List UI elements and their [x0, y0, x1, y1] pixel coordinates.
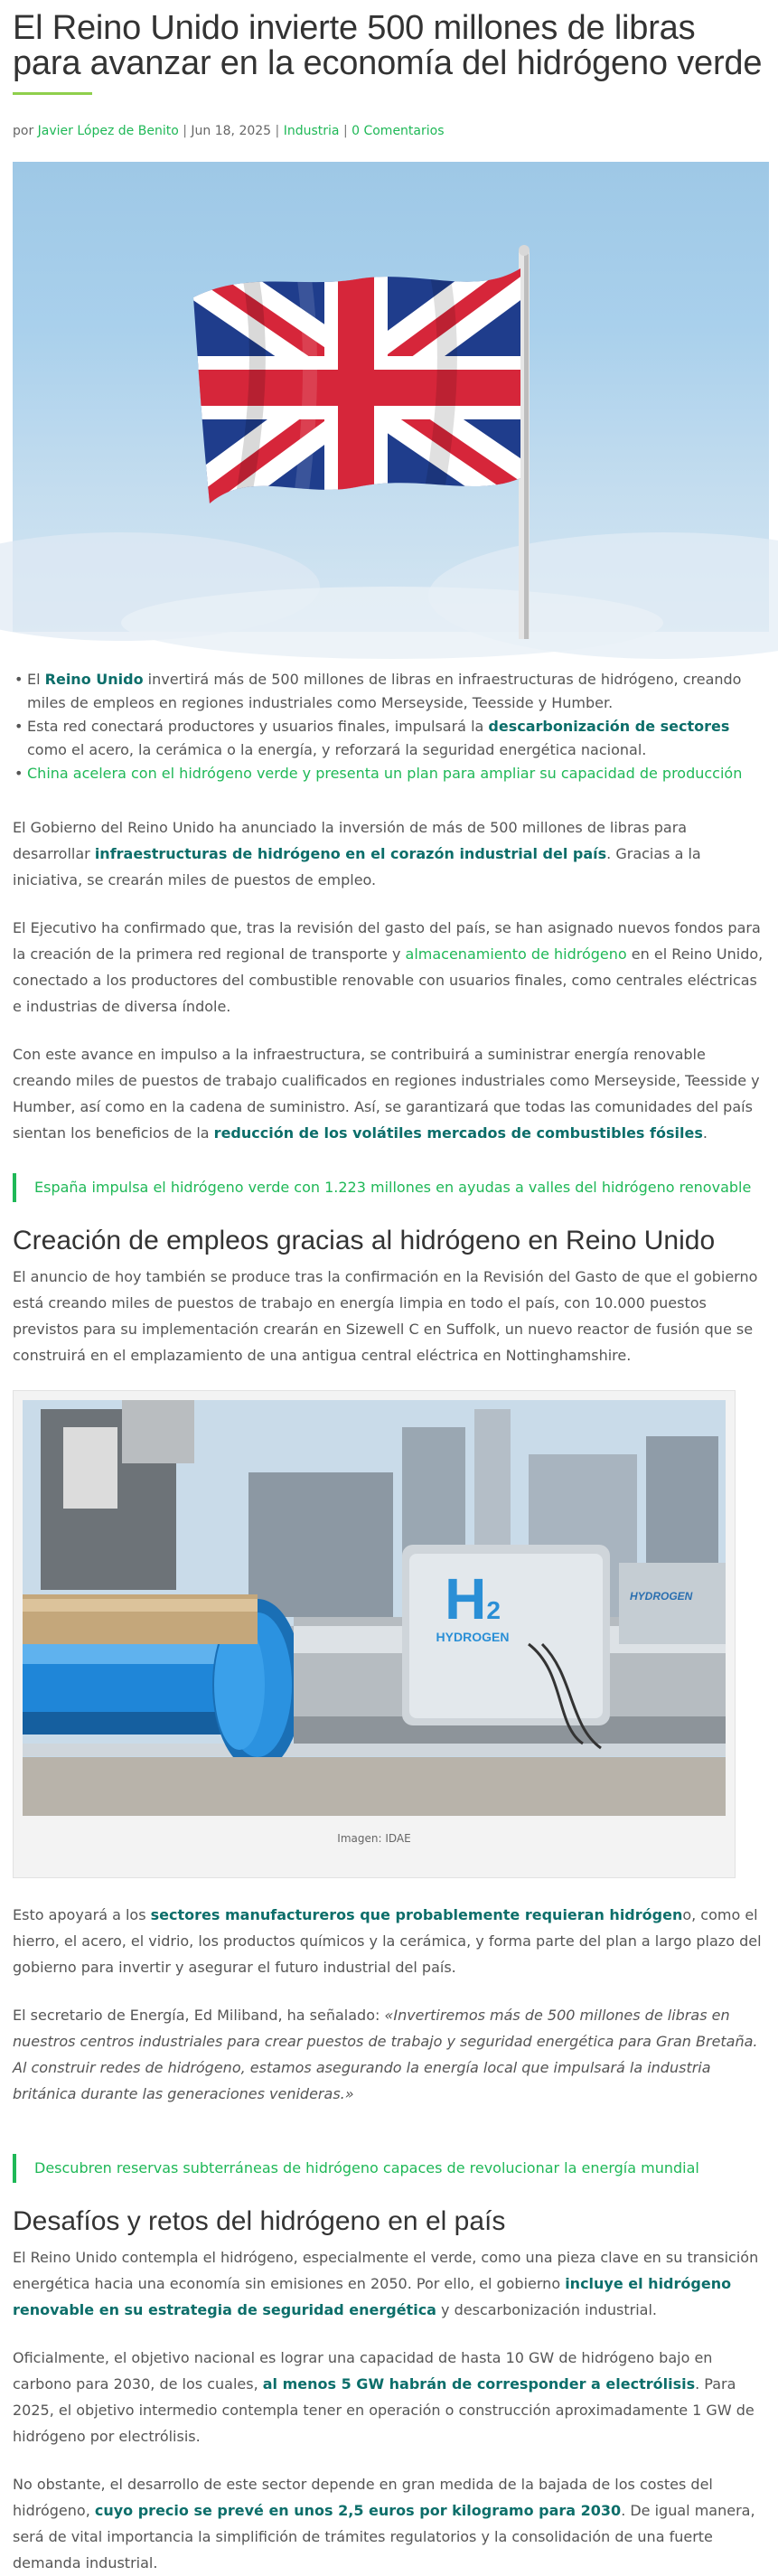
bullet-text: Esta red conectará productores y usuarios finales, impulsará la	[27, 718, 489, 735]
paragraph-text: o, como el hierro, el acero, el vidrio, los productos químicos y la cerámica, y forma parte del plan a largo plazo del gobierno para invertir y asegurar el futuro industrial del país.	[13, 1906, 762, 1976]
figure-caption: Imagen: IDAE	[337, 1832, 411, 1845]
paragraph-text: Con este avance en impulso a la infraestructura, se contribuirá a suministrar energía renovable creando miles de puestos de trabajo cualificados en regiones industriales como Merseyside, Teesside y Humber, así como en la cadena de suministro. Así, se garantizará que todas las comunidades del país sientan los beneficios de la	[13, 1046, 760, 1142]
hydrogen-label: HYDROGEN	[436, 1630, 510, 1644]
comments-link[interactable]: 0 Comentarios	[352, 124, 445, 138]
list-item	[13, 715, 765, 762]
paragraph-text: . Gracias a la iniciativa, se crearán miles de puestos de empleo.	[13, 845, 701, 888]
paragraph	[13, 915, 765, 1020]
paragraph-text: . De igual manera, será de vital importancia la simplifición de trámites regulatorios y la consolidación de una fuerte demanda industrial.	[13, 2502, 755, 2571]
paragraph	[13, 1902, 765, 1980]
section-heading: Creación de empleos gracias al hidrógeno en Reino Unido	[13, 1226, 716, 1255]
bullet-text: como el acero, la cerámica o la energía, y reforzará la seguridad energética nacional.	[27, 741, 647, 758]
union-jack-flag-illustration	[13, 162, 769, 632]
meta-separator: |	[275, 124, 280, 138]
paragraph-text: y descarbonización industrial.	[436, 2301, 657, 2318]
article-figure	[13, 1390, 736, 1878]
inline-link[interactable]: cuyo precio se prevé en unos 2,5 euros por kilogramo para 2030	[94, 2502, 622, 2519]
paragraph-text: en el Reino Unido, conectado a los productores del combustible renovable con usuarios finales, como centrales eléctricas e industrias de diversa índole.	[13, 945, 764, 1015]
list-item	[13, 762, 765, 785]
paragraph-text: El Gobierno del Reino Unido ha anunciado la inversión de más de 500 millones de libras para desarrollar	[13, 819, 688, 862]
inline-link[interactable]: incluye el hidrógeno renovable en su estrategia de seguridad energética	[13, 2275, 732, 2318]
paragraph-text: El Ejecutivo ha confirmado que, tras la revisión del gasto del país, se han asignado nuevos fondos para la creación de la primera red regional de transporte y	[13, 919, 761, 963]
section-heading: Desafíos y retos del hidrógeno en el país	[13, 2206, 506, 2236]
article-meta	[13, 124, 765, 138]
related-article-callout	[13, 1173, 765, 1202]
paragraph	[13, 2345, 765, 2449]
author-link[interactable]: Javier López de Benito	[37, 124, 179, 138]
category-link[interactable]: Industria	[283, 124, 340, 138]
paragraph	[13, 1041, 765, 1146]
hydrogen-pipeline-illustration	[23, 1400, 726, 1816]
inline-link[interactable]: reducción de los volátiles mercados de combustibles fósiles	[213, 1124, 703, 1142]
quote-text: «Invertiremos más de 500 millones de libras en nuestros centros industriales para crear puestos de trabajo y seguridad energética para Gran Bretaña. Al construir redes de hidrógeno, estamos asegurando la energía local que impulsará la industria británica durante las generaciones venideras.»	[13, 2007, 758, 2102]
inline-link[interactable]: descarbonización de sectores	[488, 718, 730, 735]
paragraph-text: Oficialmente, el objetivo nacional es lograr una capacidad de hasta 10 GW de hidrógeno bajo en carbono para 2030, de los cuales,	[13, 2349, 713, 2393]
hero-image-union-jack	[13, 162, 769, 632]
related-article-link[interactable]: China acelera con el hidrógeno verde y presenta un plan para ampliar su capacidad de producción	[27, 765, 743, 782]
paragraph	[13, 2244, 765, 2323]
paragraph-text: . Para 2025, el objetivo intermedio contempla tener en operación o construcción aproximadamente 1 GW de hidrógeno por electrólisis.	[13, 2375, 755, 2445]
h2-subscript: 2	[486, 1596, 501, 1624]
bullet-text: invertirá más de 500 millones de libras en infraestructuras de hidrógeno, creando miles de empleos en regiones industriales como Merseyside, Teesside y Humber.	[27, 671, 742, 711]
related-article-callout	[13, 2154, 765, 2183]
h2-label: H	[445, 1566, 487, 1631]
h2-sign	[427, 1566, 518, 1644]
bullet-text: El	[27, 671, 45, 688]
publish-date: Jun 18, 2025	[191, 124, 272, 138]
hydrogen-side-label: HYDROGEN	[630, 1590, 693, 1603]
inline-link[interactable]: infraestructuras de hidrógeno en el corazón industrial del país	[94, 845, 607, 862]
meta-separator: |	[183, 124, 187, 138]
paragraph-text: El Reino Unido contempla el hidrógeno, especialmente el verde, como una pieza clave en su transición energética hacia una economía sin emisiones en 2050. Por ello, el gobierno	[13, 2249, 759, 2292]
paragraph-text: .	[702, 1124, 708, 1142]
meta-separator: |	[342, 124, 348, 138]
inline-link[interactable]: Reino Unido	[44, 671, 144, 688]
related-article-link[interactable]: Descubren reservas subterráneas de hidrógeno capaces de revolucionar la energía mundial	[34, 2159, 699, 2176]
paragraph-text: El secretario de Energía, Ed Miliband, ha señalado:	[13, 2007, 385, 2024]
inline-link[interactable]: sectores manufactureros que probablemente requieran hidrógen	[150, 1906, 683, 1923]
paragraph-text: Esto apoyará a los	[13, 1906, 151, 1923]
paragraph	[13, 2002, 765, 2107]
inline-link[interactable]: al menos 5 GW habrán de corresponder a electrólisis	[262, 2375, 696, 2393]
meta-by: por	[13, 124, 34, 138]
paragraph-text: No obstante, el desarrollo de este sector depende en gran medida de la bajada de los costes del hidrógeno,	[13, 2476, 713, 2519]
article-title: El Reino Unido invierte 500 millones de libras para avanzar en la economía del hidrógeno verde	[13, 9, 763, 82]
paragraph	[13, 2471, 765, 2576]
hydrogen-pipeline-image	[23, 1400, 726, 1816]
paragraph: El anuncio de hoy también se produce tras la confirmación en la Revisión del Gasto de que el gobierno está creando miles de puestos de trabajo en energía limpia en todo el país, con 10.000 puestos previstos para su implementación crearán en Sizewell C en Suffolk, un nuevo reactor de fusión que se construirá en el emplazamiento de una antigua central eléctrica en Nottinghamshire.	[13, 1268, 758, 1364]
paragraph	[13, 814, 765, 893]
related-article-link[interactable]: España impulsa el hidrógeno verde con 1.223 millones en ayudas a valles del hidrógeno renovable	[34, 1179, 752, 1196]
list-item	[13, 668, 765, 715]
key-points-list	[13, 668, 765, 785]
title-underline	[13, 92, 92, 95]
inline-link[interactable]: almacenamiento de hidrógeno	[405, 945, 627, 963]
